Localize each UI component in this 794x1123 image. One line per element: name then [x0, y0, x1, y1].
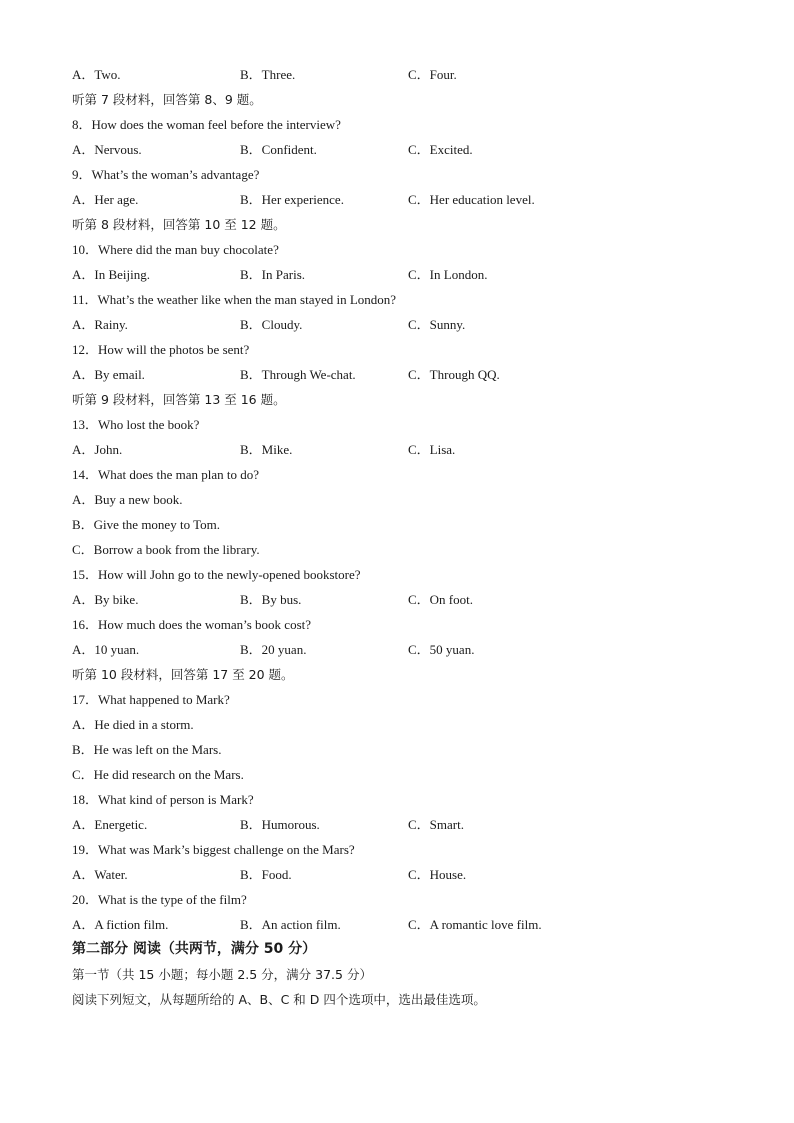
option-row [72, 262, 752, 287]
option-c: C．50 yuan. [408, 642, 475, 657]
question-stem: 8．How does the woman feel before the interview? [72, 117, 341, 132]
option-a: A．Nervous. [72, 142, 142, 157]
option-row [72, 862, 752, 887]
question-stem: 17．What happened to Mark? [72, 692, 230, 707]
option-a: A．Her age. [72, 192, 139, 207]
option-c: C．A romantic love film. [408, 917, 542, 932]
option-c: C．Through QQ. [408, 367, 500, 382]
option-a: A．Rainy. [72, 317, 128, 332]
option-c: C．Smart. [408, 817, 464, 832]
option-row [72, 812, 752, 837]
section-instruction: 第一节（共 15 小题；每小题 2.5 分，满分 37.5 分） [72, 967, 372, 982]
part-heading: 第二部分 阅读（共两节，满分 50 分） [72, 941, 317, 957]
option-a: A．John. [72, 442, 123, 457]
option-c: C．Four. [408, 67, 457, 82]
option-row [72, 637, 752, 662]
option-row [72, 437, 752, 462]
question-stem: 9．What’s the woman’s advantage? [72, 167, 260, 182]
option-b: B．Food. [240, 867, 292, 882]
question-stem: 12．How will the photos be sent? [72, 342, 250, 357]
option-b: B．Confident. [240, 142, 317, 157]
option-c: C．Lisa. [408, 442, 456, 457]
question-stem: 10．Where did the man buy chocolate? [72, 242, 279, 257]
section-instruction: 听第 7 段材料，回答第 8、9 题。 [72, 92, 262, 107]
option-b: B．Humorous. [240, 817, 320, 832]
section-instruction: 听第 9 段材料，回答第 13 至 16 题。 [72, 392, 286, 407]
option-line: A．Buy a new book. [72, 492, 183, 507]
option-b: B．Her experience. [240, 192, 344, 207]
section-instruction: 听第 10 段材料，回答第 17 至 20 题。 [72, 667, 294, 682]
option-c: C．Her education level. [408, 192, 535, 207]
option-line: B．Give the money to Tom. [72, 517, 220, 532]
question-stem: 18．What kind of person is Mark? [72, 792, 254, 807]
option-c: C．In London. [408, 267, 488, 282]
question-stem: 19．What was Mark’s biggest challenge on the Mars? [72, 842, 355, 857]
option-b: B．20 yuan. [240, 642, 307, 657]
question-stem: 16．How much does the woman’s book cost? [72, 617, 312, 632]
option-b: B．Three. [240, 67, 296, 82]
option-b: B．Mike. [240, 442, 293, 457]
question-stem: 20．What is the type of the film? [72, 892, 247, 907]
option-a: A．In Beijing. [72, 267, 150, 282]
option-a: A．By email. [72, 367, 145, 382]
option-line: C．He did research on the Mars. [72, 767, 244, 782]
option-a: A．Water. [72, 867, 128, 882]
option-a: A．Two. [72, 67, 121, 82]
option-b: B．Through We-chat. [240, 367, 356, 382]
option-b: B．In Paris. [240, 267, 306, 282]
question-stem: 11．What’s the weather like when the man stayed in London? [72, 292, 397, 307]
section-instruction: 听第 8 段材料，回答第 10 至 12 题。 [72, 217, 286, 232]
question-stem: 14．What does the man plan to do? [72, 467, 260, 482]
option-row [72, 587, 752, 612]
option-c: C．Excited. [408, 142, 473, 157]
exam-page [72, 62, 752, 1012]
option-line: B．He was left on the Mars. [72, 742, 222, 757]
option-b: B．Cloudy. [240, 317, 303, 332]
option-c: C．Sunny. [408, 317, 466, 332]
option-row [72, 312, 752, 337]
option-row [72, 362, 752, 387]
option-line: A．He died in a storm. [72, 717, 194, 732]
option-b: B．An action film. [240, 917, 341, 932]
option-row [72, 912, 752, 937]
option-b: B．By bus. [240, 592, 302, 607]
section-instruction: 阅读下列短文，从每题所给的 A、B、C 和 D 四个选项中，选出最佳选项。 [72, 992, 486, 1007]
question-stem: 13．Who lost the book? [72, 417, 200, 432]
option-c: C．On foot. [408, 592, 474, 607]
option-row [72, 62, 752, 87]
option-a: A．Energetic. [72, 817, 148, 832]
option-row [72, 187, 752, 212]
option-line: C．Borrow a book from the library. [72, 542, 260, 557]
option-a: A．10 yuan. [72, 642, 140, 657]
option-row [72, 137, 752, 162]
option-a: A．By bike. [72, 592, 139, 607]
question-stem: 15．How will John go to the newly-opened bookstore? [72, 567, 361, 582]
option-a: A．A fiction film. [72, 917, 169, 932]
option-c: C．House. [408, 867, 467, 882]
